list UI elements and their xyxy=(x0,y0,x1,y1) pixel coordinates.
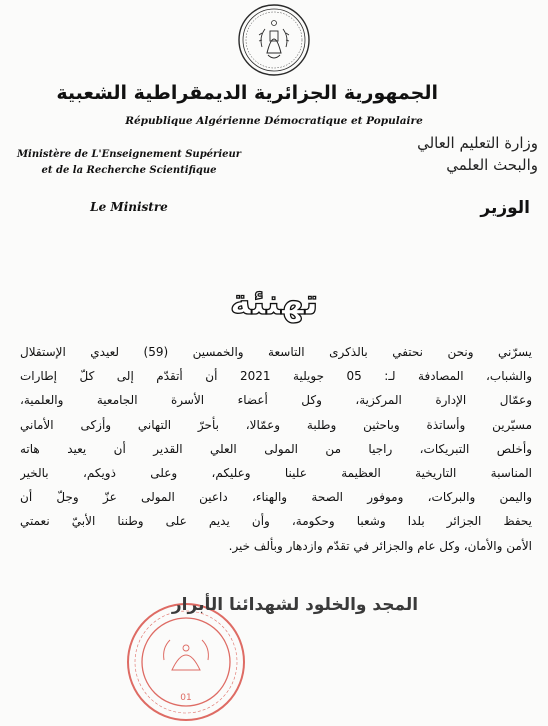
body-line: مسيّرين وأساتذة وباحثين وطلبة وعمّالا، بأحرّ التهاني وأزكى الأماني xyxy=(20,417,532,432)
ministry-name-arabic xyxy=(380,132,538,176)
letter-body xyxy=(20,340,532,558)
body-line: يحفظ الجزائر بلدا وشعبا وحكومة، وأن يديم على وطننا الأبيّ نعمتي xyxy=(20,514,532,529)
ministry-ar-line-2: والبحث العلمي xyxy=(446,156,538,174)
stamp-number: 01 xyxy=(180,693,192,703)
ministry-fr-line-1: Ministère de L'Enseignement Supérieur xyxy=(16,149,242,160)
congratulations-title: تهنئة xyxy=(229,282,319,323)
le-ministre-label: Le Ministre xyxy=(90,200,168,214)
national-emblem-icon xyxy=(237,3,311,77)
martyrs-slogan: المجد والخلود لشهدائنا الأبرار xyxy=(171,595,419,615)
republic-title-arabic: الجمهورية الجزائرية الديمقراطية الشعبية xyxy=(56,82,438,104)
ministry-ar-line-1: وزارة التعليم العالي xyxy=(417,134,538,152)
body-line: المناسبة التاريخية العظيمة علينا وعليكم، وعلى ذويكم، بالخير xyxy=(20,466,532,481)
body-line: وعمّال الإدارة المركزية، وكل أعضاء الأسرة الجامعية والعلمية، xyxy=(20,393,532,408)
al-wazir-label: الوزير xyxy=(480,198,530,218)
official-stamp-icon xyxy=(124,600,248,724)
body-line: واليمن والبركات، وموفور الصحة والهناء، داعين المولى عزّ وجلّ أن xyxy=(20,490,532,505)
ministry-name-french xyxy=(14,147,244,179)
body-line: الأمن والأمان، وكل عام والجزائر في تقدّم وازدهار وبألف خير. xyxy=(228,538,532,553)
ministry-fr-line-2: et de la Recherche Scientifique xyxy=(41,165,217,176)
republic-title-french: République Algérienne Démocratique et Populaire xyxy=(125,115,423,127)
body-line: وأخلص التبريكات، راجيا من المولى العلي القدير أن يعيد هاته xyxy=(20,441,532,456)
body-line: والشباب، المصادفة لـ: 05 جويلية 2021 أن أتقدّم إلى كلّ إطارات xyxy=(20,369,532,384)
body-line: يسرّني ونحن نحتفي بالذكرى التاسعة والخمسين (59) لعيدي الإستقلال xyxy=(20,345,532,359)
